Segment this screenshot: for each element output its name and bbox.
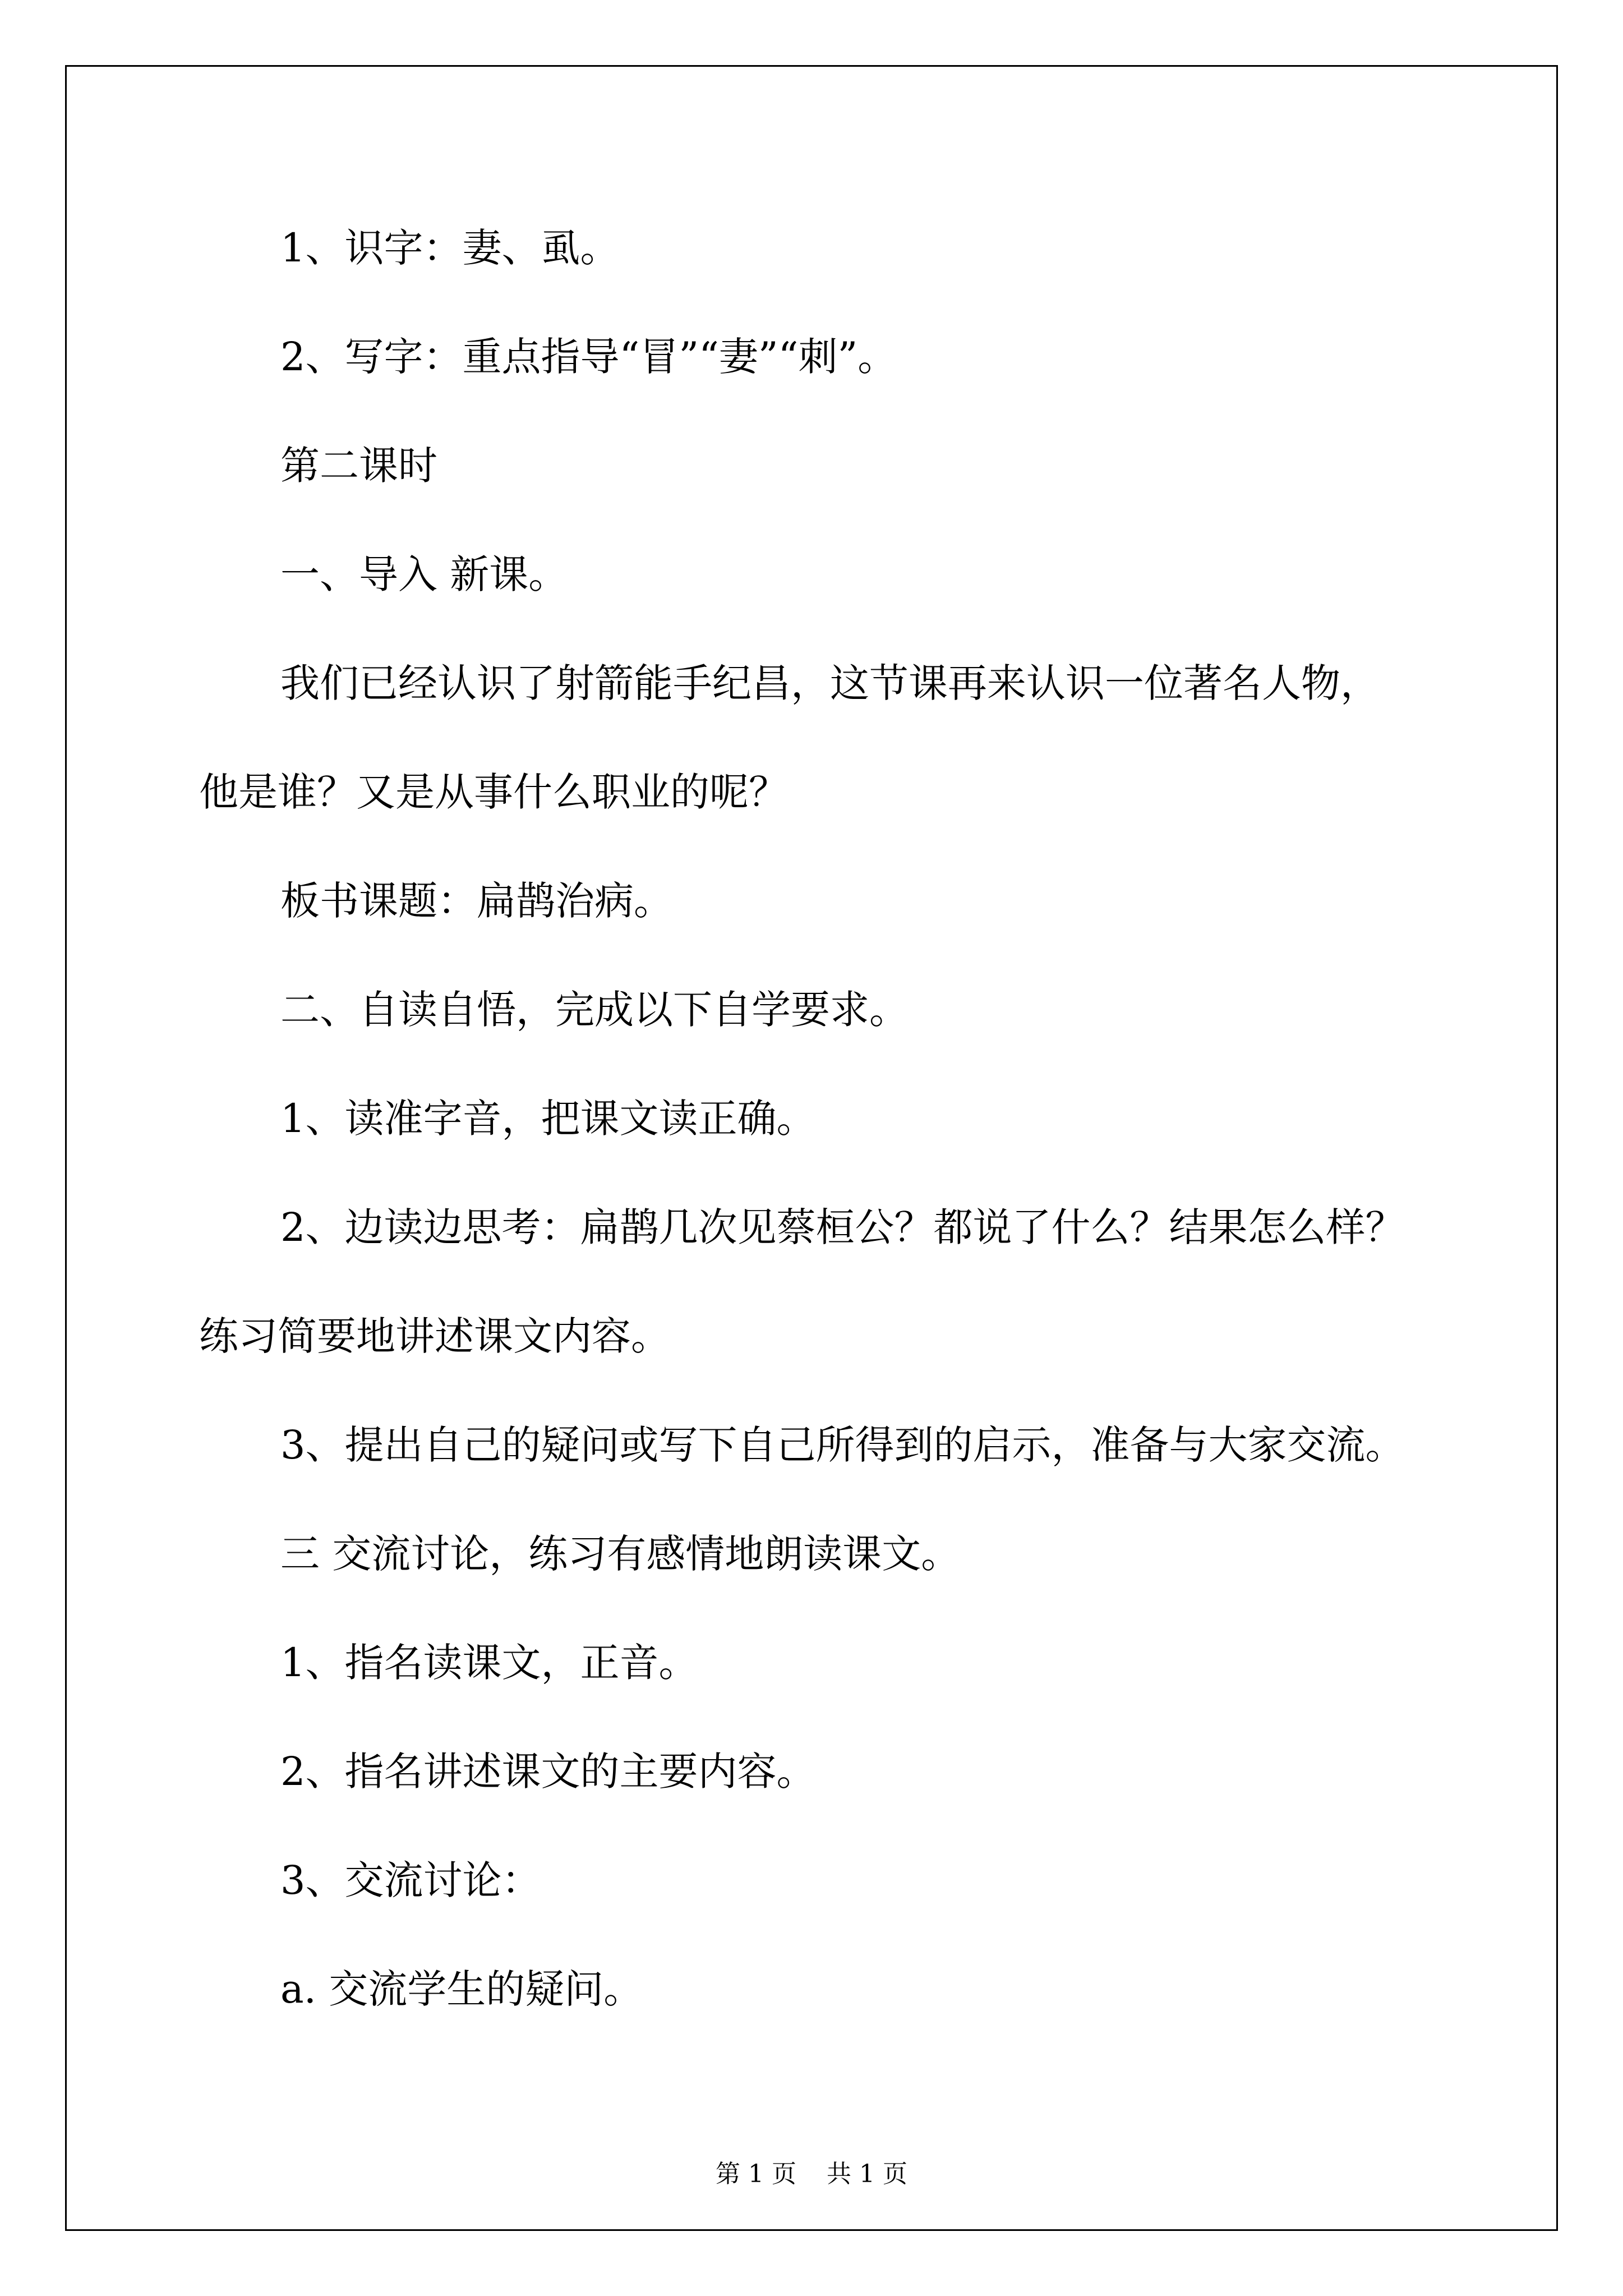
paragraph xyxy=(199,657,1472,819)
paragraph xyxy=(199,1201,1472,1363)
paragraph: 2、写字：重点指导“冒”“妻”“刺”。 xyxy=(280,334,897,380)
paragraph: a. 交流学生的疑问。 xyxy=(280,1966,643,2012)
paragraph: 1、识字：妻、虱。 xyxy=(280,225,620,271)
section-heading: 第二课时 xyxy=(280,443,437,489)
page-number: 第 1 页 xyxy=(716,2160,796,2188)
paragraph: 一、导入 新课。 xyxy=(280,551,568,597)
paragraph: 2、指名讲述课文的主要内容。 xyxy=(280,1749,816,1795)
paragraph: 3、提出自己的疑问或写下自己所得到的启示，准备与大家交流。 xyxy=(280,1422,1405,1468)
paragraph-line: 我们已经认识了射箭能手纪昌，这节课再来认识一位著名人物， xyxy=(280,660,1380,706)
paragraph: 3、交流讨论： xyxy=(280,1857,541,1903)
paragraph-line: 2、边读边思考：扁鹊几次见蔡桓公？都说了什么？结果怎么样？ xyxy=(280,1204,1405,1250)
paragraph-line: 他是谁？又是从事什么职业的呢？ xyxy=(199,769,788,815)
paragraph: 1、指名读课文，正音。 xyxy=(280,1640,698,1686)
paragraph: 三 交流讨论，练习有感情地朗读课文。 xyxy=(280,1531,961,1577)
paragraph-line: 练习简要地讲述课文内容。 xyxy=(199,1313,670,1359)
paragraph: 板书课题：扁鹊治病。 xyxy=(280,878,673,924)
paragraph: 1、读准字音，把课文读正确。 xyxy=(280,1096,816,1142)
page-footer xyxy=(0,2159,1623,2190)
document-body xyxy=(199,222,1472,2072)
paragraph: 二、自读自悟，完成以下自学要求。 xyxy=(280,987,909,1033)
page-total: 共 1 页 xyxy=(827,2160,907,2188)
